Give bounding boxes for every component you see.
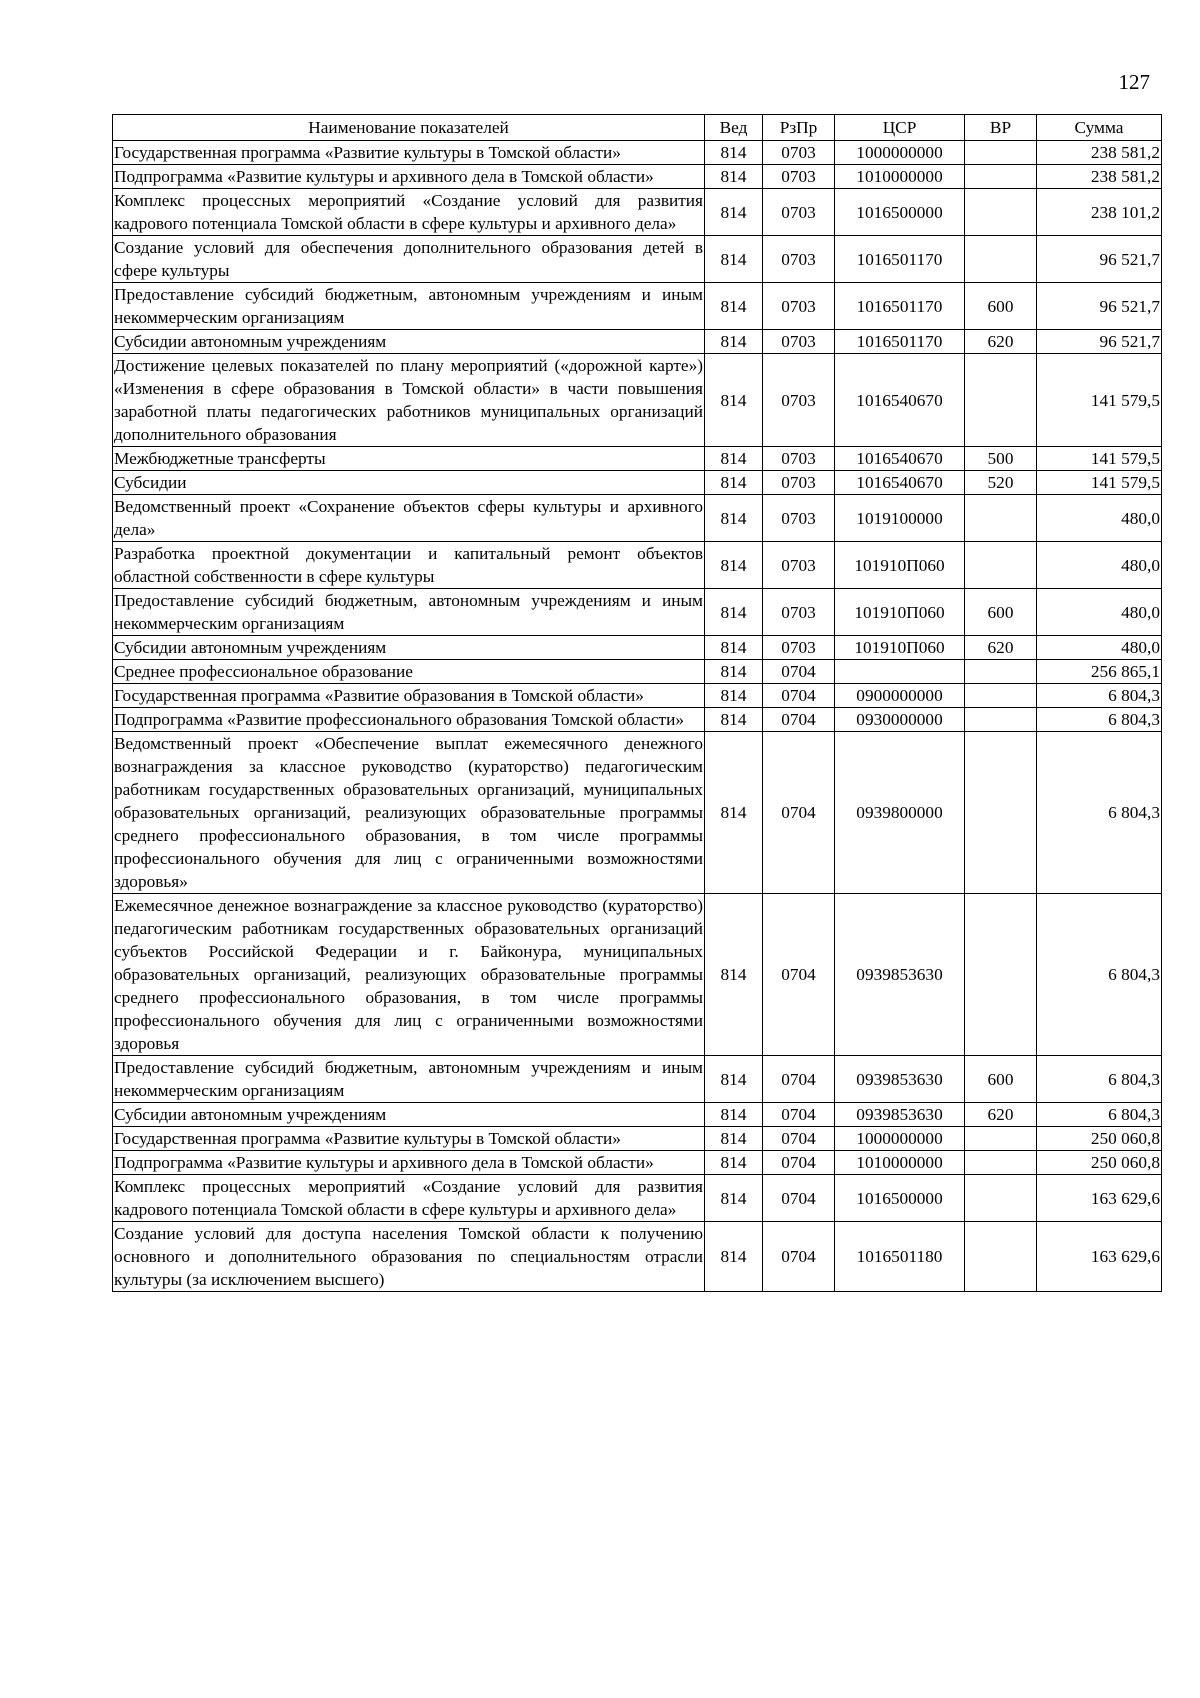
- cell-vr: [965, 684, 1037, 708]
- cell-name: Предоставление субсидий бюджетным, автономным учреждениям и иным некоммерческим организациям: [113, 1056, 705, 1103]
- table-row: [113, 894, 1162, 1056]
- cell-rzpr: 0703: [763, 542, 835, 589]
- table-row: [113, 708, 1162, 732]
- header-rzpr: РзПр: [763, 115, 835, 141]
- cell-rzpr: 0704: [763, 1056, 835, 1103]
- cell-name: Предоставление субсидий бюджетным, автономным учреждениям и иным некоммерческим организациям: [113, 589, 705, 636]
- cell-vr: 600: [965, 589, 1037, 636]
- cell-rzpr: 0704: [763, 1222, 835, 1292]
- cell-csr: 1019100000: [835, 495, 965, 542]
- cell-sum: 96 521,7: [1037, 283, 1162, 330]
- cell-vr: 620: [965, 1103, 1037, 1127]
- cell-vr: 600: [965, 1056, 1037, 1103]
- cell-sum: 6 804,3: [1037, 894, 1162, 1056]
- cell-ved: 814: [705, 684, 763, 708]
- cell-ved: 814: [705, 660, 763, 684]
- cell-ved: 814: [705, 1175, 763, 1222]
- cell-csr: 101910П060: [835, 636, 965, 660]
- cell-ved: 814: [705, 1151, 763, 1175]
- cell-name: Субсидии автономным учреждениям: [113, 330, 705, 354]
- cell-name: Ведомственный проект «Сохранение объектов сферы культуры и архивного дела»: [113, 495, 705, 542]
- cell-name: Создание условий для доступа населения Томской области к получению основного и дополнительного образования по специальностям отрасли культуры (за исключением высшего): [113, 1222, 705, 1292]
- cell-sum: 480,0: [1037, 589, 1162, 636]
- table-row: [113, 1175, 1162, 1222]
- table-row: [113, 471, 1162, 495]
- cell-csr: 1016540670: [835, 354, 965, 447]
- table-row: [113, 732, 1162, 894]
- cell-csr: 1016501170: [835, 236, 965, 283]
- cell-rzpr: 0703: [763, 354, 835, 447]
- cell-rzpr: 0703: [763, 189, 835, 236]
- cell-sum: 238 581,2: [1037, 141, 1162, 165]
- cell-ved: 814: [705, 283, 763, 330]
- cell-vr: [965, 1175, 1037, 1222]
- cell-sum: 96 521,7: [1037, 236, 1162, 283]
- cell-name: Среднее профессиональное образование: [113, 660, 705, 684]
- cell-ved: 814: [705, 141, 763, 165]
- cell-csr: 0939853630: [835, 1056, 965, 1103]
- table-row: [113, 542, 1162, 589]
- cell-vr: 500: [965, 447, 1037, 471]
- cell-ved: 814: [705, 447, 763, 471]
- table-row: [113, 1222, 1162, 1292]
- table-row: [113, 283, 1162, 330]
- cell-rzpr: 0703: [763, 636, 835, 660]
- cell-rzpr: 0704: [763, 1151, 835, 1175]
- table-body: [113, 141, 1162, 1292]
- table-row: [113, 330, 1162, 354]
- cell-sum: 163 629,6: [1037, 1222, 1162, 1292]
- cell-rzpr: 0703: [763, 495, 835, 542]
- cell-vr: [965, 1222, 1037, 1292]
- table-row: [113, 1127, 1162, 1151]
- cell-ved: 814: [705, 636, 763, 660]
- cell-csr: 1016501170: [835, 283, 965, 330]
- cell-name: Предоставление субсидий бюджетным, автономным учреждениям и иным некоммерческим организациям: [113, 283, 705, 330]
- cell-csr: 1010000000: [835, 1151, 965, 1175]
- cell-rzpr: 0704: [763, 660, 835, 684]
- table-row: [113, 660, 1162, 684]
- cell-ved: 814: [705, 1056, 763, 1103]
- cell-name: Субсидии: [113, 471, 705, 495]
- cell-csr: 0939800000: [835, 732, 965, 894]
- cell-csr: 1016540670: [835, 471, 965, 495]
- cell-rzpr: 0703: [763, 141, 835, 165]
- cell-csr: 1016501170: [835, 330, 965, 354]
- cell-sum: 256 865,1: [1037, 660, 1162, 684]
- cell-csr: 0900000000: [835, 684, 965, 708]
- cell-rzpr: 0704: [763, 1103, 835, 1127]
- table-row: [113, 636, 1162, 660]
- table-row: [113, 189, 1162, 236]
- header-ved: Вед: [705, 115, 763, 141]
- cell-sum: 480,0: [1037, 542, 1162, 589]
- cell-sum: 250 060,8: [1037, 1151, 1162, 1175]
- cell-vr: [965, 495, 1037, 542]
- cell-vr: [965, 1127, 1037, 1151]
- cell-ved: 814: [705, 732, 763, 894]
- cell-name: Подпрограмма «Развитие культуры и архивного дела в Томской области»: [113, 1151, 705, 1175]
- cell-ved: 814: [705, 495, 763, 542]
- table-header-row: [113, 115, 1162, 141]
- cell-csr: 1016500000: [835, 1175, 965, 1222]
- cell-ved: 814: [705, 354, 763, 447]
- cell-csr: 1016540670: [835, 447, 965, 471]
- table-row: [113, 354, 1162, 447]
- cell-csr: 0930000000: [835, 708, 965, 732]
- cell-ved: 814: [705, 330, 763, 354]
- cell-csr: 101910П060: [835, 542, 965, 589]
- cell-name: Подпрограмма «Развитие профессионального образования Томской области»: [113, 708, 705, 732]
- cell-vr: [965, 894, 1037, 1056]
- cell-rzpr: 0704: [763, 708, 835, 732]
- cell-csr: 1010000000: [835, 165, 965, 189]
- cell-name: Подпрограмма «Развитие культуры и архивного дела в Томской области»: [113, 165, 705, 189]
- cell-sum: 141 579,5: [1037, 471, 1162, 495]
- cell-csr: 0939853630: [835, 894, 965, 1056]
- cell-rzpr: 0704: [763, 1127, 835, 1151]
- cell-vr: [965, 354, 1037, 447]
- cell-ved: 814: [705, 1103, 763, 1127]
- cell-vr: [965, 708, 1037, 732]
- cell-ved: 814: [705, 1127, 763, 1151]
- cell-csr: 1000000000: [835, 1127, 965, 1151]
- cell-sum: 238 581,2: [1037, 165, 1162, 189]
- cell-csr: 1016500000: [835, 189, 965, 236]
- cell-sum: 6 804,3: [1037, 1103, 1162, 1127]
- cell-vr: [965, 660, 1037, 684]
- cell-sum: 6 804,3: [1037, 708, 1162, 732]
- header-sum: Сумма: [1037, 115, 1162, 141]
- table-row: [113, 1151, 1162, 1175]
- header-vr: ВР: [965, 115, 1037, 141]
- cell-csr: 0939853630: [835, 1103, 965, 1127]
- cell-name: Государственная программа «Развитие образования в Томской области»: [113, 684, 705, 708]
- cell-rzpr: 0703: [763, 236, 835, 283]
- header-name: Наименование показателей: [113, 115, 705, 141]
- cell-ved: 814: [705, 708, 763, 732]
- table-row: [113, 165, 1162, 189]
- cell-rzpr: 0703: [763, 447, 835, 471]
- cell-rzpr: 0703: [763, 283, 835, 330]
- cell-vr: 620: [965, 330, 1037, 354]
- cell-ved: 814: [705, 589, 763, 636]
- cell-vr: 600: [965, 283, 1037, 330]
- header-csr: ЦСР: [835, 115, 965, 141]
- cell-name: Субсидии автономным учреждениям: [113, 1103, 705, 1127]
- cell-vr: [965, 236, 1037, 283]
- table-row: [113, 1056, 1162, 1103]
- cell-sum: 480,0: [1037, 495, 1162, 542]
- cell-rzpr: 0703: [763, 330, 835, 354]
- table-row: [113, 447, 1162, 471]
- cell-vr: [965, 189, 1037, 236]
- cell-name: Разработка проектной документации и капитальный ремонт объектов областной собственности в сфере культуры: [113, 542, 705, 589]
- cell-csr: [835, 660, 965, 684]
- cell-name: Комплекс процессных мероприятий «Создание условий для развития кадрового потенциала Томской области в сфере культуры и архивного дела»: [113, 189, 705, 236]
- table-row: [113, 236, 1162, 283]
- cell-rzpr: 0703: [763, 589, 835, 636]
- cell-ved: 814: [705, 165, 763, 189]
- cell-vr: 520: [965, 471, 1037, 495]
- table-row: [113, 141, 1162, 165]
- table-row: [113, 1103, 1162, 1127]
- cell-name: Достижение целевых показателей по плану мероприятий («дорожной карте») «Изменения в сфере образования в Томской области» в части повышения заработной платы педагогических работников муниципальных организаций дополнительного образования: [113, 354, 705, 447]
- cell-sum: 163 629,6: [1037, 1175, 1162, 1222]
- cell-sum: 6 804,3: [1037, 1056, 1162, 1103]
- cell-sum: 238 101,2: [1037, 189, 1162, 236]
- cell-csr: 101910П060: [835, 589, 965, 636]
- cell-ved: 814: [705, 189, 763, 236]
- cell-sum: 250 060,8: [1037, 1127, 1162, 1151]
- cell-sum: 96 521,7: [1037, 330, 1162, 354]
- cell-sum: 141 579,5: [1037, 447, 1162, 471]
- cell-rzpr: 0704: [763, 684, 835, 708]
- cell-ved: 814: [705, 236, 763, 283]
- table-row: [113, 495, 1162, 542]
- cell-ved: 814: [705, 894, 763, 1056]
- cell-sum: 6 804,3: [1037, 732, 1162, 894]
- cell-rzpr: 0703: [763, 165, 835, 189]
- cell-vr: [965, 165, 1037, 189]
- page-number: 127: [1118, 70, 1150, 94]
- cell-name: Межбюджетные трансферты: [113, 447, 705, 471]
- table-row: [113, 589, 1162, 636]
- cell-vr: [965, 1151, 1037, 1175]
- cell-vr: [965, 542, 1037, 589]
- cell-ved: 814: [705, 1222, 763, 1292]
- cell-ved: 814: [705, 542, 763, 589]
- cell-name: Создание условий для обеспечения дополнительного образования детей в сфере культуры: [113, 236, 705, 283]
- cell-rzpr: 0704: [763, 732, 835, 894]
- cell-sum: 6 804,3: [1037, 684, 1162, 708]
- budget-table: [112, 114, 1162, 1292]
- cell-name: Субсидии автономным учреждениям: [113, 636, 705, 660]
- cell-rzpr: 0704: [763, 894, 835, 1056]
- cell-rzpr: 0703: [763, 471, 835, 495]
- cell-sum: 141 579,5: [1037, 354, 1162, 447]
- cell-vr: [965, 732, 1037, 894]
- cell-name: Комплекс процессных мероприятий «Создание условий для развития кадрового потенциала Томской области в сфере культуры и архивного дела»: [113, 1175, 705, 1222]
- cell-vr: [965, 141, 1037, 165]
- cell-name: Государственная программа «Развитие культуры в Томской области»: [113, 141, 705, 165]
- cell-csr: 1000000000: [835, 141, 965, 165]
- cell-rzpr: 0704: [763, 1175, 835, 1222]
- cell-name: Ведомственный проект «Обеспечение выплат ежемесячного денежного вознаграждения за классное руководство (кураторство) педагогическим работникам государственных образовательных организаций, муниципальных образовательных организаций, реализующих образовательные программы среднего профессионального образования, в том числе программы профессионального обучения для лиц с ограниченными возможностями здоровья»: [113, 732, 705, 894]
- cell-ved: 814: [705, 471, 763, 495]
- cell-vr: 620: [965, 636, 1037, 660]
- cell-name: Государственная программа «Развитие культуры в Томской области»: [113, 1127, 705, 1151]
- table-row: [113, 684, 1162, 708]
- cell-name: Ежемесячное денежное вознаграждение за классное руководство (кураторство) педагогическим работникам государственных образовательных организаций субъектов Российской Федерации и г. Байконура, муниципальных образовательных организаций, реализующих образовательные программы среднего профессионального образования, в том числе программы профессионального обучения для лиц с ограниченными возможностями здоровья: [113, 894, 705, 1056]
- cell-csr: 1016501180: [835, 1222, 965, 1292]
- cell-sum: 480,0: [1037, 636, 1162, 660]
